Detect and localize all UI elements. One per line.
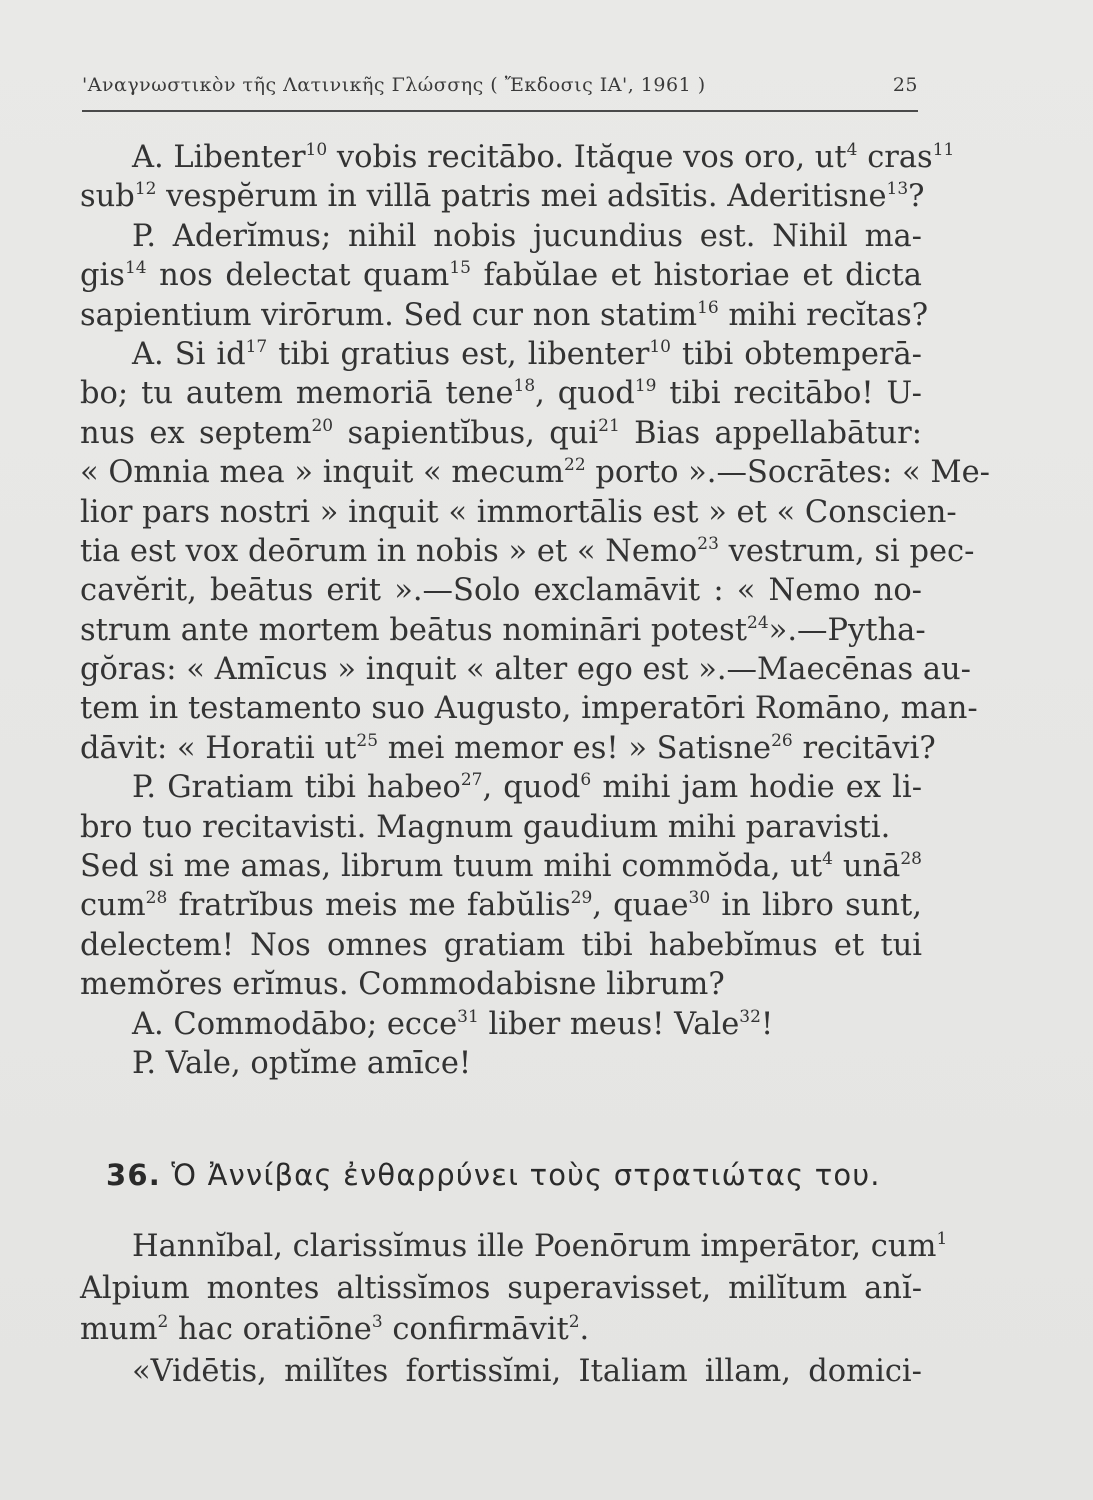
footnote-marker: 24 <box>747 612 769 633</box>
footnote-marker: 1 <box>936 1229 948 1249</box>
text-line: Hannĭbal, clarissĭmus ille Poenōrum imperātor, cum$^1$ <box>132 1229 948 1264</box>
footnote-marker: 12 <box>134 179 157 200</box>
footnote-marker: 16 <box>697 297 719 318</box>
text-line: bro tuo recitavisti. Magnum gaudium mihi paravisti. <box>80 809 891 845</box>
footnote-marker: 31 <box>457 1006 479 1027</box>
text-line: A. Commodābo; ecce$^{31}$ liber meus! Vale$^{32}$! <box>132 1006 774 1042</box>
footnote-marker: 2 <box>568 1312 580 1332</box>
section-number: 36. <box>106 1158 161 1192</box>
running-title: 'Αναγνωστικὸν τῆς Λατινικῆς Γλώσσης ( Ἔκδοσις ΙΑ', 1961 ) <box>82 74 706 96</box>
text-line: tia est vox deōrum in nobis » et « Nemo$^{23}$ vestrum, si pec- <box>80 533 975 569</box>
footnote-marker: 26 <box>771 730 793 751</box>
footnote-marker: 19 <box>634 376 657 397</box>
text-line: delectem! Nos omnes gratiam tibi habebĭmus et tui <box>80 927 922 963</box>
section-heading <box>106 1158 906 1192</box>
text-line: nus ex septem$^{20}$ sapientĭbus, qui$^{21}$ Bias appellabātur: <box>80 415 922 451</box>
text-line: dāvit: « Horatii $ut^{25}$ mei memor es! » Satisne$^{26}$ recitāvi? <box>80 730 936 766</box>
footnote-marker: 10 <box>305 140 328 160</box>
footnote-marker: 6 <box>580 770 592 791</box>
text-line: Alpium montes altissĭmos superavisset, milĭtum anĭ- <box>80 1270 922 1306</box>
header-rule <box>82 110 918 112</box>
footnote-marker: 11 <box>932 140 955 160</box>
text-line: gŏras: « Amīcus » inquit « alter ego est ».—Maecēnas au- <box>80 652 971 688</box>
text-line: P. Vale, optĭme amīce! <box>132 1045 472 1081</box>
text-line: mum$^2$ hac oratiōne$^3$ confirmāvit$^2$. <box>80 1312 590 1347</box>
footnote-marker: 10 <box>649 336 671 357</box>
footnote-marker: 21 <box>598 415 620 436</box>
footnote-marker: 2 <box>157 1312 169 1332</box>
text-line: memŏres erĭmus. Commodabisne librum? <box>80 967 725 1003</box>
text-line: sapientium virōrum. Sed cur non statim$^{16}$ mihi recĭtas? <box>80 297 929 333</box>
text-line: A. Si $id^{17}$ tibi gratius est, libenter$^{10}$ tibi obtemperā- <box>132 336 922 372</box>
dialogue-text <box>80 138 990 1083</box>
footnote-marker: 4 <box>846 140 858 160</box>
text-line: gis$^{14}$ nos delectat quam$^{15}$ fabŭlae et historiae et dicta <box>80 258 922 294</box>
footnote-marker: 22 <box>564 455 586 476</box>
footnote-marker: 32 <box>739 1006 761 1027</box>
text-line: sub$^{12}$ vespĕrum in villā patris mei adsītis. Aderitisne$^{13}$? <box>80 179 925 215</box>
text-line: strum ante mortem beātus nomināri potest$^{24}$».—Pytha- <box>80 612 926 648</box>
footnote-marker: 28 <box>900 849 922 870</box>
footnote-marker: 15 <box>449 258 471 279</box>
text-line: tem in testamento suo Augusto, imperatōri Romāno, man- <box>80 691 978 727</box>
text-line: P. Aderĭmus; nihil nobis jucundius est. Nihil ma- <box>132 218 922 254</box>
text-line: Sed si me amas, librum tuum mihi commŏda, $ut^4$ unā$^{28}$ <box>80 849 922 885</box>
text-line: cavĕrit, beātus erit ».—Solo exclamāvit : « Nemo no- <box>80 573 922 609</box>
footnote-marker: 18 <box>513 376 536 397</box>
footnote-marker: 27 <box>460 770 483 791</box>
section-text <box>80 1226 948 1392</box>
footnote-marker: 25 <box>356 730 379 751</box>
footnote-marker: 3 <box>371 1312 383 1332</box>
text-line: bo; tu autem memoriā tene$^{18}$, quod$^{19}$ tibi recitābo! U- <box>80 376 922 412</box>
text-line: «Vidētis, milĭtes fortissĭmi, Italiam illam, domici- <box>132 1353 922 1389</box>
footnote-marker: 30 <box>688 888 711 909</box>
footnote-marker: 28 <box>145 888 168 909</box>
footnote-marker: 23 <box>697 533 719 554</box>
footnote-marker: 14 <box>124 258 147 279</box>
text-line: lior pars nostri » inquit « immortālis est » et « Conscien- <box>80 494 957 530</box>
text-line: A. Libenter$^{10}$ vobis recitābo. Ităque vos oro, $ut^4$ cras$^{11}$ <box>132 140 955 175</box>
text-line: cum$^{28}$ fratrĭbus meis me fabŭlis$^{29}$, quae$^{30}$ in libro sunt, <box>80 888 922 924</box>
footnote-marker: 13 <box>886 179 909 200</box>
footnote-marker: 29 <box>570 888 593 909</box>
section-title: Ὁ Ἀννίβας ἐνθαρρύνει τοὺς στρατιώτας του. <box>171 1158 881 1192</box>
text-line: P. Gratiam tibi habeo$^{27}$, quod$^6$ mihi jam hodie ex li- <box>132 770 922 806</box>
page-number: 25 <box>892 74 918 96</box>
footnote-marker: 20 <box>311 415 334 436</box>
footnote-marker: 17 <box>245 336 268 357</box>
text-line: « Omnia mea » inquit « mecum$^{22}$ porto ».—Socrātes: « Me- <box>80 455 990 491</box>
footnote-marker: 4 <box>822 849 833 870</box>
